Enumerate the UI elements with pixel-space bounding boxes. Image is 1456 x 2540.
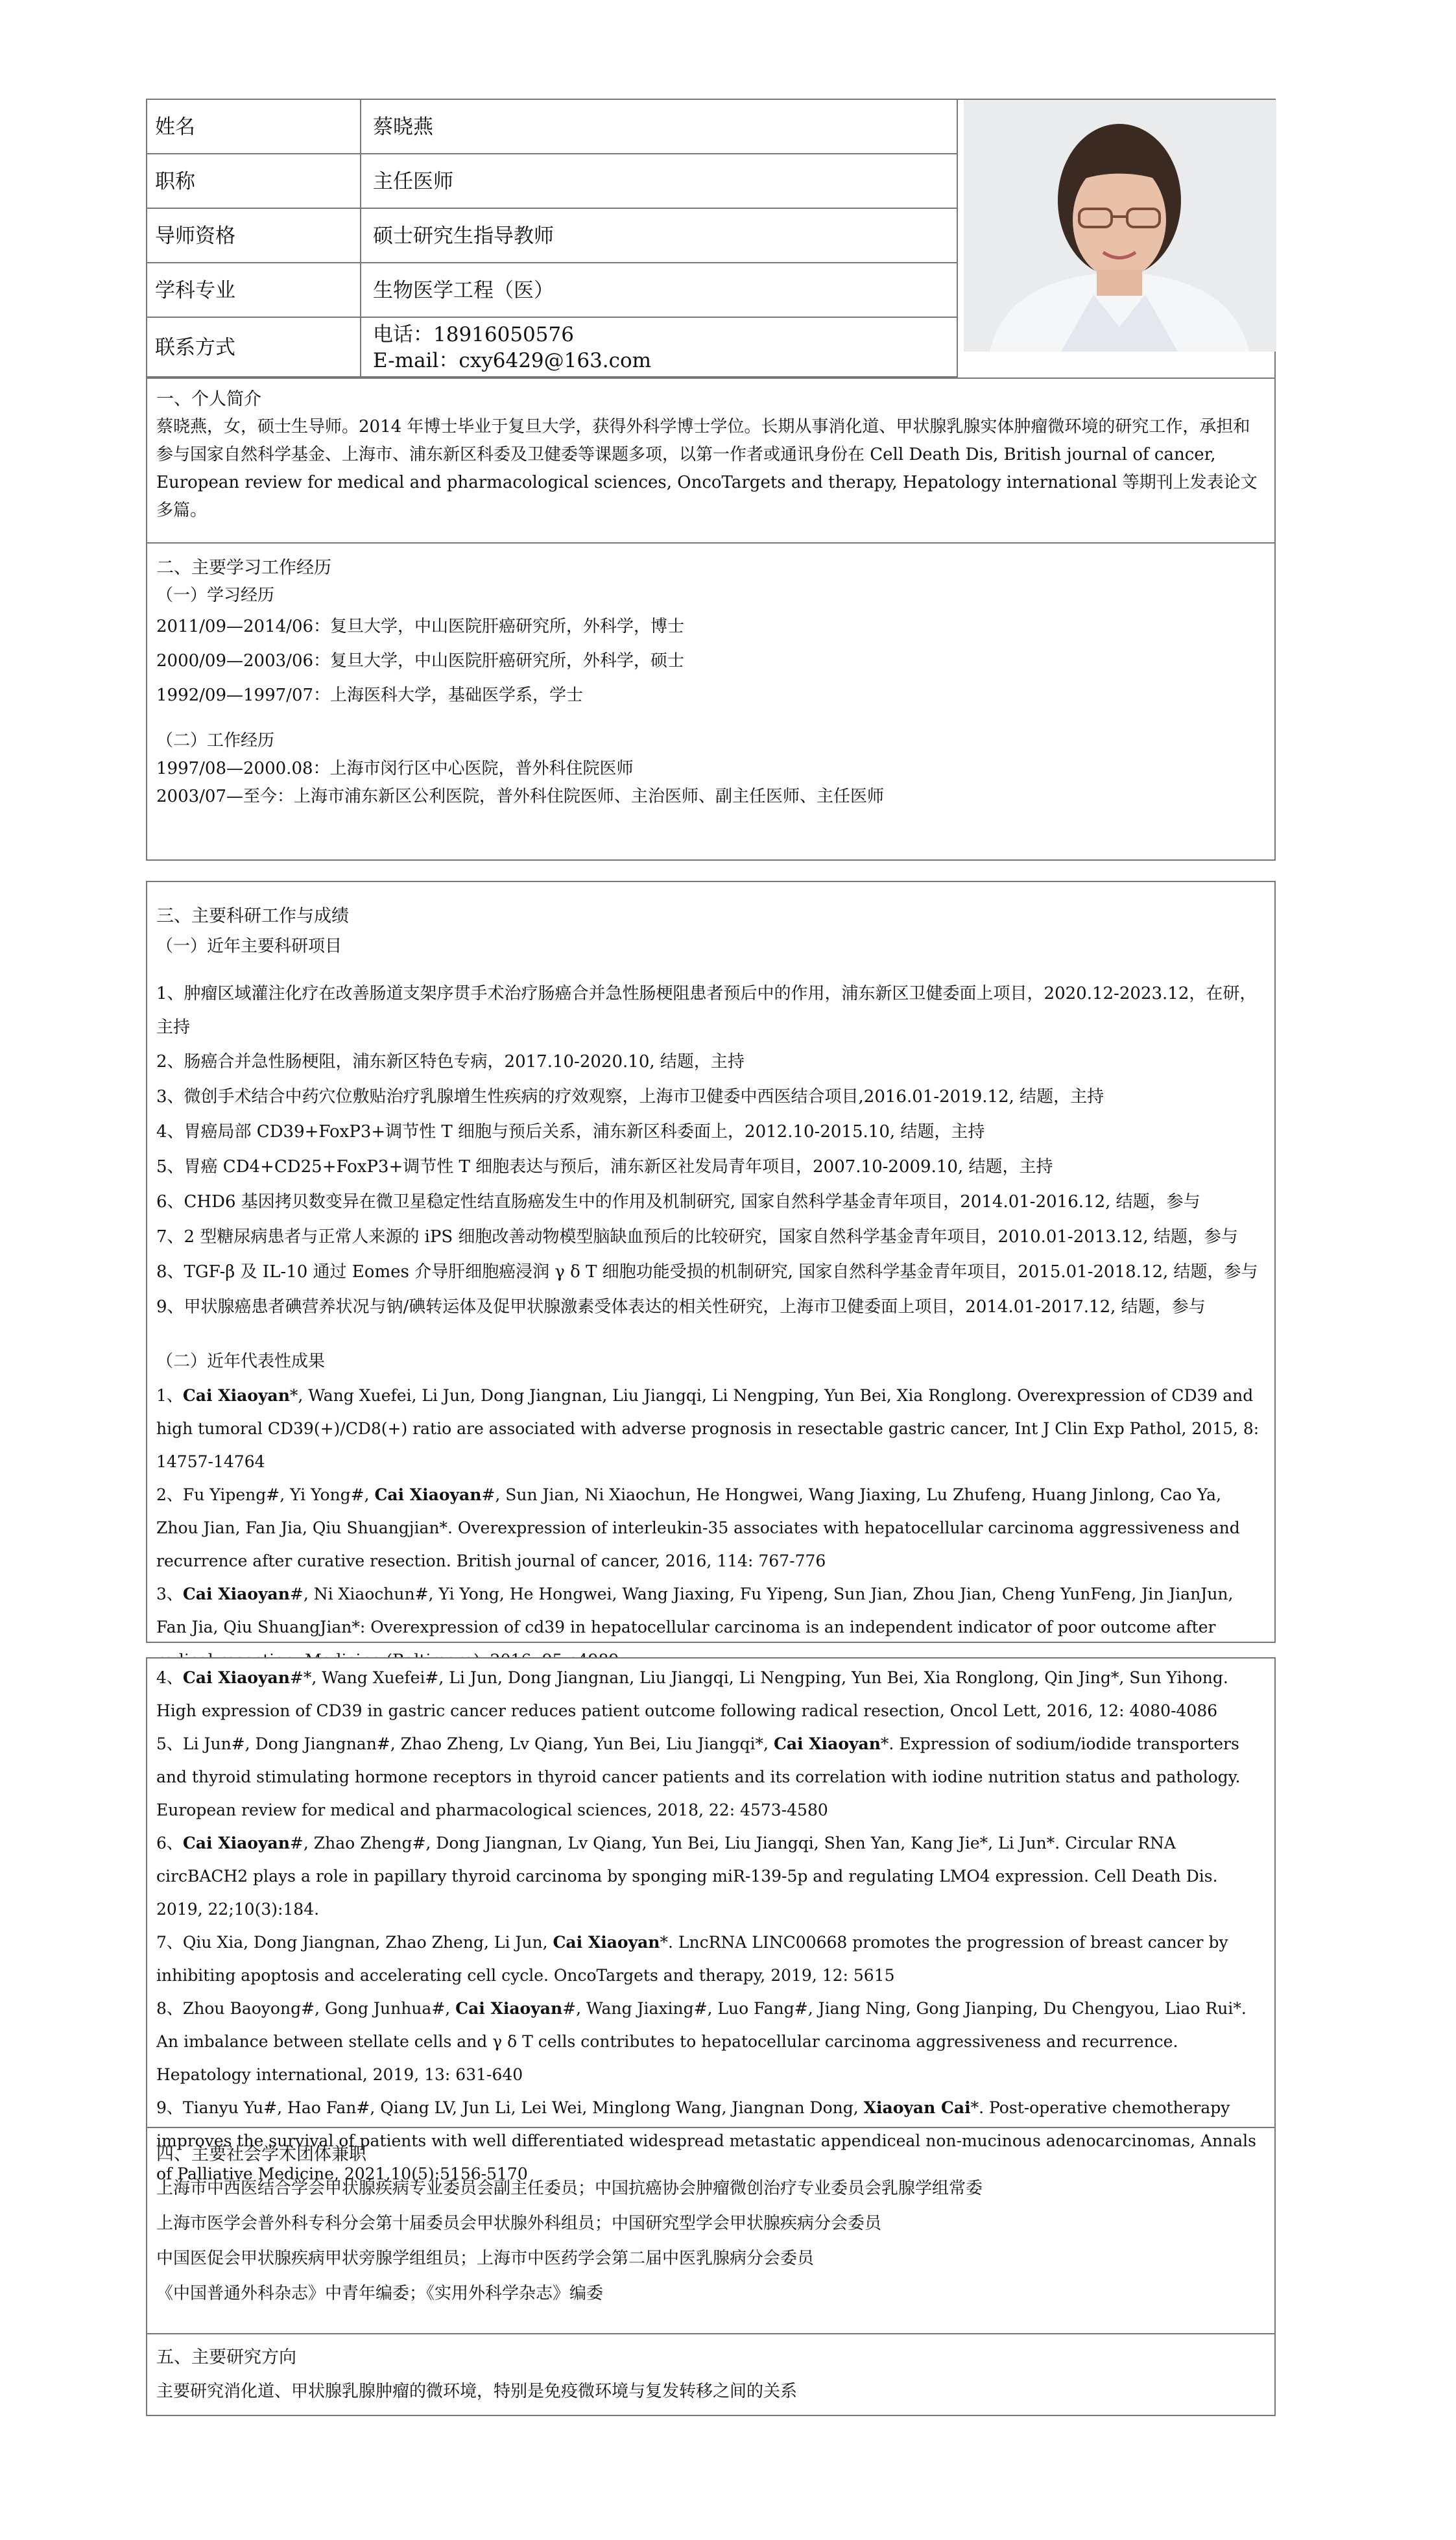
study-item: 2000/09—2003/06：复旦大学，中山医院肝癌研究所，外科学，硕士: [156, 651, 685, 671]
publication-item: 9、Tianyu Yu#, Hao Fan#, Qiang LV, Jun Li, Lei Wei, Minglong Wang, Jiangnan Dong, Xiaoyan Cai*. Post-operative chemotherapy improves the survival of patients with well differentiated widespread metastatic appendiceal non-mucinous adenocarcinomas, Annals of Palliative Medicine, 2021,10(5):5156-5170: [156, 2098, 1256, 2183]
name-row: [147, 100, 958, 154]
contact-phone: 电话：18916050576: [373, 323, 574, 346]
author-highlight: Xiaoyan Cai: [863, 2098, 971, 2117]
advisor-value: 硕士研究生指导教师: [373, 224, 554, 248]
research-box: [146, 881, 1276, 1643]
publication-item: 8、Zhou Baoyong#, Gong Junhua#, Cai Xiaoyan#, Wang Jiaxing#, Luo Fang#, Jiang Ning, Gong Jianping, Du Chengyou, Liao Rui*. An imbalance between stellate cells and γ δ T cells contributes to hepatocellular carcinoma aggressiveness and recurrence. Hepatology international, 2019, 13: 631-640: [156, 1999, 1247, 2084]
contact-email: E-mail：cxy6429@163.com: [373, 349, 652, 372]
author-highlight: Cai Xiaoyan: [182, 1834, 290, 1852]
divider: [147, 377, 1274, 379]
contact-row: [147, 318, 958, 377]
project-item: 4、胃癌局部 CD39+FoxP3+调节性 T 细胞与预后关系，浦东新区科委面上，2012.10-2015.10, 结题，主持: [156, 1122, 985, 1142]
research-title: 三、主要科研工作与成绩: [156, 906, 349, 926]
experience-section: [147, 554, 1274, 811]
publications-continued: [147, 1661, 1274, 2190]
projects-title: （一）近年主要科研项目: [156, 937, 342, 956]
divider: [147, 542, 1274, 544]
society-item: 《中国普通外科杂志》中青年编委；《实用外科学杂志》编委: [156, 2284, 604, 2303]
contact-label: 联系方式: [147, 318, 361, 376]
title-value: 主任医师: [373, 170, 453, 193]
publication-item: 5、Li Jun#, Dong Jiangnan#, Zhao Zheng, Lv Qiang, Yun Bei, Liu Jiangqi*, Cai Xiaoyan*. Expression of sodium/iodide transporters and thyroid stimulating hormone receptors in thyroid cancer patients and its correlation with iodine nutrition status and pathology. European review for medical and pharmacological sciences, 2018, 22: 4573-4580: [156, 1734, 1241, 1819]
author-highlight: Cai Xiaoyan: [182, 1585, 290, 1603]
publication-item: 3、Cai Xiaoyan#, Ni Xiaochun#, Yi Yong, He Hongwei, Wang Jiaxing, Fu Yipeng, Sun Jian, Zhou Jian, Cheng YunFeng, Jin JianJun, Fan Jia, Qiu ShuangJian*: Overexpression of cd39 in hepatocellular carcinoma is an independent indicator of poor outcome after: [156, 1585, 1234, 1636]
advisor-row: [147, 209, 958, 263]
societies-title: 四、主要社会学术团体兼职: [156, 2144, 366, 2164]
direction-text: 主要研究消化道、甲状腺乳腺肿瘤的微环境，特别是免疫微环境与复发转移之间的关系: [156, 2382, 798, 2401]
work-title: （二）工作经历: [156, 731, 275, 750]
author-highlight: Cai Xiaoyan: [182, 1386, 290, 1405]
direction-section: [147, 2341, 1274, 2408]
author-highlight: Cai Xiaoyan: [455, 1999, 563, 2018]
name-value: 蔡晓燕: [373, 115, 433, 139]
publications-box: [146, 1657, 1276, 2416]
direction-title: 五、主要研究方向: [156, 2347, 296, 2367]
profile-box: [146, 99, 1276, 861]
society-item: 中国医促会甲状腺疾病甲状旁腺学组组员；上海市中医药学会第二届中医乳腺病分会委员: [156, 2249, 815, 2268]
project-item: 8、TGF-β 及 IL-10 通过 Eomes 介导肝细胞癌浸润 γ δ T 细胞功能受损的机制研究, 国家自然科学基金青年项目，2015.01-2018.12, 结题，参与: [156, 1262, 1258, 1282]
photo-divider: [957, 100, 958, 377]
major-value: 生物医学工程（医）: [373, 279, 554, 302]
project-item: 3、微创手术结合中药穴位敷贴治疗乳腺增生性疾病的疗效观察，上海市卫健委中西医结合项目,2016.01-2019.12, 结题，主持: [156, 1087, 1104, 1107]
major-label: 学科专业: [147, 263, 361, 317]
project-item: 5、胃癌 CD4+CD25+FoxP3+调节性 T 细胞表达与预后，浦东新区社发局青年项目，2007.10-2009.10, 结题，主持: [156, 1157, 1053, 1177]
name-label: 姓名: [147, 100, 361, 153]
divider: [147, 2127, 1274, 2128]
study-item: 1992/09—1997/07：上海医科大学，基础医学系，学士: [156, 686, 584, 705]
publication-item: 7、Qiu Xia, Dong Jiangnan, Zhao Zheng, Li Jun, Cai Xiaoyan*. LncRNA LINC00668 promotes the progression of breast cancer by inhibiting apoptosis and accelerating cell cycle. OncoTargets and therapy, 2019, 12: 5615: [156, 1933, 1228, 1985]
project-item: 1、肿瘤区域灌注化疗在改善肠道支架序贯手术治疗肠癌合并急性肠梗阻患者预后中的作用，浦东新区卫健委面上项目，2020.12-2023.12，在研，主持: [156, 984, 1257, 1037]
work-item: 2003/07—至今：上海市浦东新区公利医院，普外科住院医师、主治医师、副主任医师、主任医师: [156, 787, 885, 806]
research-section: [147, 902, 1274, 1677]
work-item: 1997/08—2000.08：上海市闵行区中心医院，普外科住院医师: [156, 759, 634, 778]
intro-section: [147, 385, 1274, 525]
society-item: 上海市医学会普外科专科分会第十届委员会甲状腺外科组员；中国研究型学会甲状腺疾病分会委员: [156, 2214, 882, 2233]
intro-title: 一、个人简介: [156, 389, 261, 409]
societies-section: [147, 2139, 1274, 2311]
project-item: 9、甲状腺癌患者碘营养状况与钠/碘转运体及促甲状腺激素受体表达的相关性研究，上海市卫健委面上项目，2014.01-2017.12, 结题，参与: [156, 1297, 1206, 1317]
study-item: 2011/09—2014/06：复旦大学，中山医院肝癌研究所，外科学，博士: [156, 617, 685, 636]
portrait-photo: [964, 100, 1276, 352]
divider: [147, 2333, 1274, 2334]
society-item: 上海市中西医结合学会甲状腺疾病专业委员会副主任委员；中国抗癌协会肿瘤微创治疗专业委员会乳腺学组常委: [156, 2179, 983, 2198]
publication-item: 4、Cai Xiaoyan#*, Wang Xuefei#, Li Jun, Dong Jiangnan, Liu Jiangqi, Li Nengping, Yun Bei, Xia Ronglong, Qin Jing*, Sun Yihong. High expression of CD39 in gastric cancer reduces patient outcome following radical resection, Oncol Lett, 2016, 12: 4080-4086: [156, 1668, 1228, 1720]
publication-item: 1、Cai Xiaoyan*, Wang Xuefei, Li Jun, Dong Jiangnan, Liu Jiangqi, Li Nengping, Yun Bei, Xia Ronglong. Overexpression of CD39 and high tumoral CD39(+)/CD8(+) ratio are associated with adverse prognosis in resectable gastric cancer, Int J Clin Exp Pathol, 2015, 8: 14757-14764: [156, 1386, 1259, 1471]
publication-item: 6、Cai Xiaoyan#, Zhao Zheng#, Dong Jiangnan, Lv Qiang, Yun Bei, Liu Jiangqi, Shen Yan, Kang Jie*, Li Jun*. Circular RNA circBACH2 plays a role in papillary thyroid carcinoma by sponging miR-139-5p and regulating LMO4 expression. Cell Death Dis. 2019, 22;10(3):184.: [156, 1834, 1218, 1919]
experience-title: 二、主要学习工作经历: [156, 558, 331, 578]
author-highlight: Cai Xiaoyan: [182, 1668, 290, 1687]
title-row: [147, 154, 958, 209]
author-highlight: Cai Xiaoyan: [773, 1734, 881, 1753]
project-item: 7、2 型糖尿病患者与正常人来源的 iPS 细胞改善动物模型脑缺血预后的比较研究，国家自然科学基金青年项目，2010.01-2013.12, 结题，参与: [156, 1227, 1238, 1247]
major-row: [147, 263, 958, 318]
title-label: 职称: [147, 154, 361, 208]
author-highlight: Cai Xiaoyan: [553, 1933, 660, 1952]
project-item: 2、肠癌合并急性肠梗阻，浦东新区特色专病，2017.10-2020.10, 结题，主持: [156, 1052, 745, 1072]
study-title: （一）学习经历: [156, 586, 275, 605]
advisor-label: 导师资格: [147, 209, 361, 262]
publication-item: 2、Fu Yipeng#, Yi Yong#, Cai Xiaoyan#, Sun Jian, Ni Xiaochun, He Hongwei, Wang Jiaxing, Lu Zhufeng, Huang Jinlong, Cao Ya, Zhou Jian, Fan Jia, Qiu Shuangjian*. Overexpression of interleukin-35 associates with hepatocellular carcinoma aggressiveness and recurrence after curative resection. British journal of cancer, 2016, 114: 767-776: [156, 1485, 1240, 1570]
project-item: 6、CHD6 基因拷贝数变异在微卫星稳定性结直肠癌发生中的作用及机制研究, 国家自然科学基金青年项目，2014.01-2016.12, 结题，参与: [156, 1192, 1200, 1212]
contact-value: [361, 318, 958, 376]
intro-text: 蔡晓燕，女，硕士生导师。2014 年博士毕业于复旦大学，获得外科学博士学位。长期从事消化道、甲状腺乳腺实体肿瘤微环境的研究工作，承担和参与国家自然科学基金、上海市、浦东新区科委及卫健委等课题多项，以第一作者或通讯身份在 Cell Death Dis, British journal of cancer, European review for medical and pharmacological sciences, OncoTargets and therapy, Hepatology international 等期刊上发表论文多篇。: [156, 417, 1258, 520]
results-title: （二）近年代表性成果: [156, 1352, 326, 1371]
author-highlight: Cai Xiaoyan: [374, 1485, 482, 1504]
